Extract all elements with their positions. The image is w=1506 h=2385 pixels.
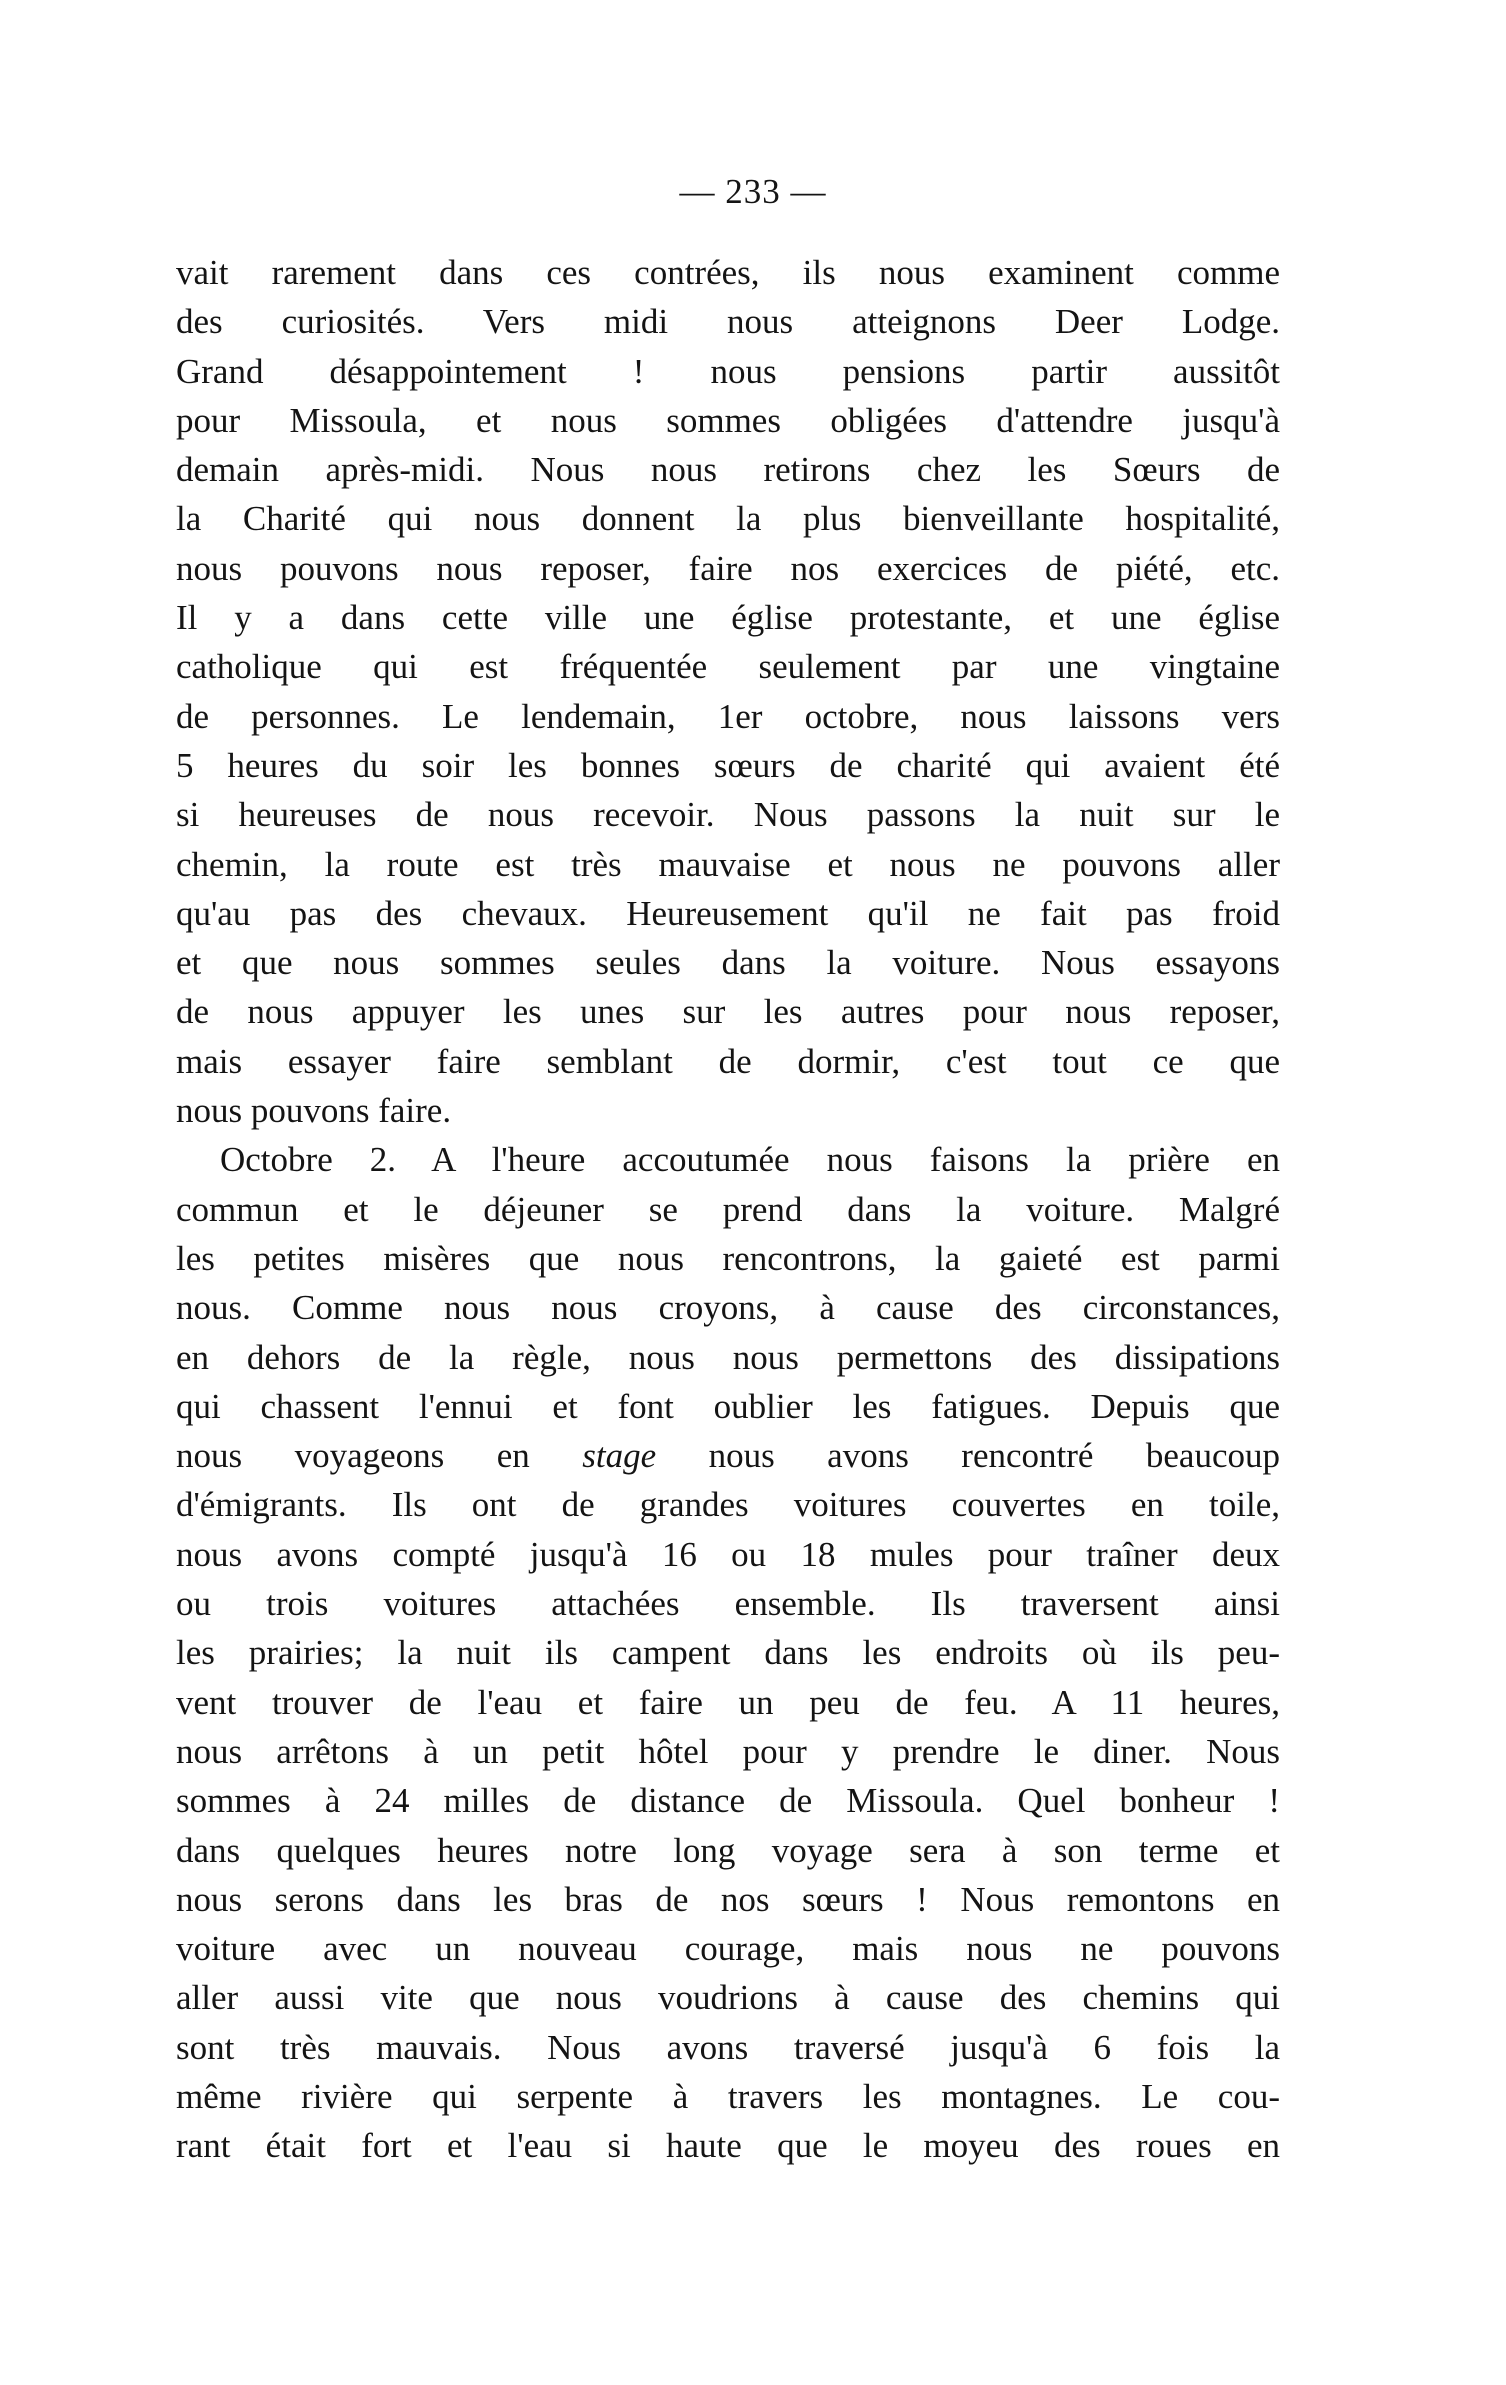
text-line: si heureuses de nous recevoir. Nous passons la nuit sur le <box>176 795 1280 835</box>
text-line: en dehors de la règle, nous nous permettons des dissipations <box>176 1337 1280 1377</box>
text-line: nous pouvons faire. <box>176 1091 452 1131</box>
text-line: Il y a dans cette ville une église protestante, et une église <box>176 598 1280 638</box>
text-line: nous. Comme nous nous croyons, à cause des circonstances, <box>176 1288 1280 1328</box>
text-line: de nous appuyer les unes sur les autres pour nous reposer, <box>176 992 1280 1032</box>
text-line: nous pouvons nous reposer, faire nos exercices de piété, etc. <box>176 548 1280 588</box>
text-line: Octobre 2. A l'heure accoutumée nous faisons la prière en <box>220 1140 1280 1180</box>
text-line: voiture avec un nouveau courage, mais nous ne pouvons <box>176 1929 1280 1969</box>
text-line: dans quelques heures notre long voyage sera à son terme et <box>176 1830 1280 1870</box>
text-line: sommes à 24 milles de distance de Missoula. Quel bonheur ! <box>176 1781 1280 1821</box>
text-segment: nous voyageons en <box>176 1436 530 1476</box>
text-line: vent trouver de l'eau et faire un peu de feu. A 11 heures, <box>176 1682 1280 1722</box>
text-line: les petites misères que nous rencontrons, la gaieté est parmi <box>176 1238 1280 1278</box>
text-line-with-italic <box>176 1431 1280 1480</box>
text-line: nous arrêtons à un petit hôtel pour y prendre le diner. Nous <box>176 1731 1280 1771</box>
text-line: chemin, la route est très mauvaise et nous ne pouvons aller <box>176 844 1280 884</box>
text-line: qu'au pas des chevaux. Heureusement qu'il ne fait pas froid <box>176 893 1280 933</box>
text-line: et que nous sommes seules dans la voiture. Nous essayons <box>176 943 1280 983</box>
text-line: les prairies; la nuit ils campent dans les endroits où ils peu- <box>176 1633 1280 1673</box>
text-line: pour Missoula, et nous sommes obligées d'attendre jusqu'à <box>176 400 1280 440</box>
italic-word: stage <box>582 1436 657 1476</box>
body-text <box>176 248 1280 2171</box>
text-line: commun et le déjeuner se prend dans la voiture. Malgré <box>176 1189 1280 1229</box>
text-segment: nous avons rencontré beaucoup <box>708 1436 1280 1476</box>
text-line: même rivière qui serpente à travers les montagnes. Le cou- <box>176 2076 1280 2116</box>
text-line: d'émigrants. Ils ont de grandes voitures couvertes en toile, <box>176 1485 1280 1525</box>
text-line: qui chassent l'ennui et font oublier les fatigues. Depuis que <box>176 1386 1280 1426</box>
text-line: catholique qui est fréquentée seulement par une vingtaine <box>176 647 1280 687</box>
text-line: sont très mauvais. Nous avons traversé jusqu'à 6 fois la <box>176 2027 1280 2067</box>
text-line: des curiosités. Vers midi nous atteignons Deer Lodge. <box>176 302 1280 342</box>
text-line: rant était fort et l'eau si haute que le moyeu des roues en <box>176 2126 1280 2166</box>
text-line: nous avons compté jusqu'à 16 ou 18 mules pour traîner deux <box>176 1534 1280 1574</box>
text-line: mais essayer faire semblant de dormir, c'est tout ce que <box>176 1041 1280 1081</box>
text-line: nous serons dans les bras de nos sœurs ! Nous remontons en <box>176 1879 1280 1919</box>
text-line: vait rarement dans ces contrées, ils nous examinent comme <box>176 253 1280 292</box>
text-line: ou trois voitures attachées ensemble. Ils traversent ainsi <box>176 1584 1280 1624</box>
text-line: la Charité qui nous donnent la plus bienveillante hospitalité, <box>176 499 1280 539</box>
text-line: aller aussi vite que nous voudrions à cause des chemins qui <box>176 1978 1280 2018</box>
text-line: Grand désappointement ! nous pensions partir aussitôt <box>176 351 1280 391</box>
text-line: de personnes. Le lendemain, 1er octobre, nous laissons vers <box>176 696 1280 736</box>
text-line: demain après-midi. Nous nous retirons chez les Sœurs de <box>176 450 1280 490</box>
page-number: — 233 — <box>679 172 827 211</box>
text-line: 5 heures du soir les bonnes sœurs de charité qui avaient été <box>176 745 1280 785</box>
